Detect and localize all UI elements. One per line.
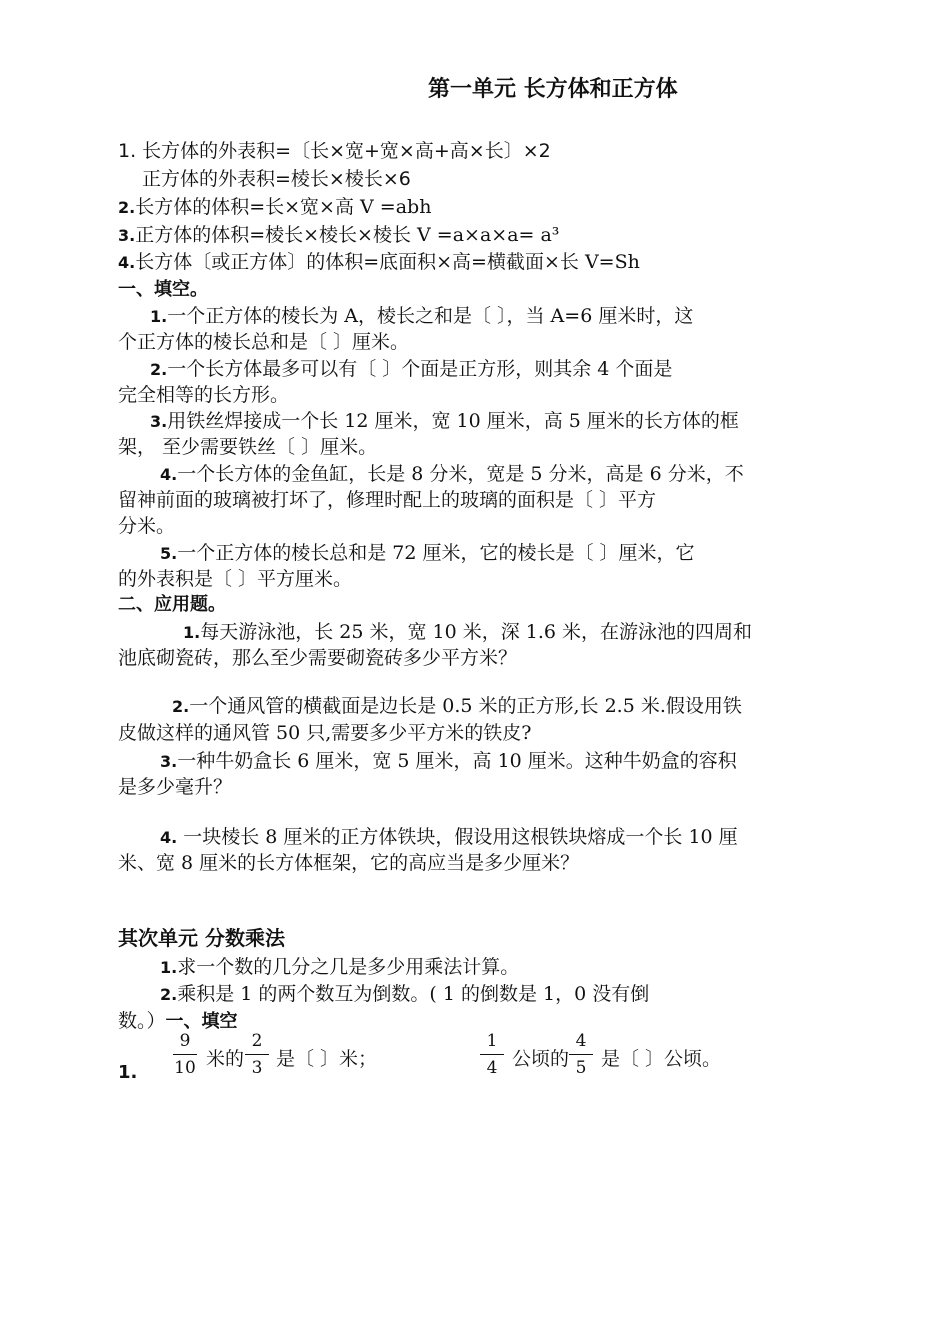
s1-q5-text1: 一个正方体的棱长总和是 72 厘米，它的棱长是〔 〕厘米，它 [177,542,695,564]
s2-q2-text1: 一个通风管的横截面是边长是 0.5 米的正方形,长 2.5 米.假设用铁 [189,695,742,717]
formula-4-num: 4. [118,253,136,272]
s2-q1-num: 1. [183,623,201,642]
fraction-2-3 [245,1030,269,1079]
fraction-denominator: 3 [251,1058,263,1078]
u2-p2-text2: 数。） [118,1010,166,1032]
s1-q4-num: 4. [160,465,178,484]
u2-fill-text4: 是〔 〕公顷。 [601,1048,722,1070]
u2-p2-num: 2. [160,985,178,1004]
s1-q3-num: 3. [150,412,168,431]
formula-4-text: 长方体〔或正方体〕的体积=底面积×高=横截面×长 V=Sh [135,251,640,273]
fraction-bar [480,1054,504,1055]
s1-q5-line1 [160,540,695,567]
s1-q2-num: 2. [150,360,168,379]
formula-4 [118,249,640,276]
s2-q3-line1 [160,748,737,775]
s1-q4-line3: 分米。 [118,515,176,537]
s1-q5-line2: 的外表积是〔 〕平方厘米。 [118,568,353,590]
fraction-denominator: 4 [486,1058,498,1078]
s1-q5-num: 5. [160,544,178,563]
u2-p1 [160,954,519,981]
s2-q1-text1: 每天游泳池，长 25 米，宽 10 米，深 1.6 米，在游泳池的四周和 [200,621,753,643]
formula-3 [118,222,559,249]
s2-q3-text1: 一种牛奶盒长 6 厘米，宽 5 厘米，高 10 厘米。这种牛奶盒的容积 [177,750,737,772]
section1-heading: 一、填空。 [118,279,208,300]
s2-q3-num: 3. [160,752,178,771]
u2-p1-text: 求一个数的几分之几是多少用乘法计算。 [177,956,520,978]
fraction-9-10 [173,1030,197,1079]
u2-p2-text1: 乘积是 1 的两个数互为倒数。( 1 的倒数是 1，0 没有倒 [177,983,650,1005]
formula-2-num: 2. [118,198,136,217]
s1-q2-line1 [150,356,672,383]
u2-p1-num: 1. [160,958,178,977]
fraction-numerator: 2 [251,1031,263,1051]
formula-2 [118,194,431,221]
s1-q1-text1: 一个正方体的棱长为 A，棱长之和是〔 〕，当 A=6 厘米时，这 [167,305,694,327]
fraction-bar [569,1054,593,1055]
fraction-denominator: 10 [174,1058,196,1078]
s2-q2-num: 2. [172,697,190,716]
u2-fill-heading: 一、填空 [165,1011,238,1032]
s1-q4-line1 [160,461,744,488]
formula-2-text: 长方体的体积=长×宽×高 V =abh [135,196,432,218]
fraction-numerator: 4 [575,1031,587,1051]
fraction-numerator: 1 [486,1031,498,1051]
formula-3-text: 正方体的体积=棱长×棱长×棱长 V =a×a×a= a³ [135,224,560,246]
s1-q3-line2: 架， 至少需要铁丝〔 〕厘米。 [118,436,378,458]
s1-q2-text1: 一个长方体最多可以有〔 〕个面是正方形，则其余 4 个面是 [167,358,673,380]
s1-q1-num: 1. [150,307,168,326]
s2-q4-line2: 米、宽 8 厘米的长方体框架，它的高应当是多少厘米？ [118,852,580,874]
u2-fill-num: 1. [118,1062,138,1083]
s2-q3-line2: 是多少毫升？ [118,776,233,798]
fraction-bar [245,1054,269,1055]
fraction-1-4 [480,1030,504,1079]
formula-1: 1. 长方体的外表积=〔长×宽+宽×高+高×长〕×2 [118,140,551,162]
s1-q3-text1: 用铁丝焊接成一个长 12 厘米，宽 10 厘米，高 5 厘米的长方体的框 [167,410,739,432]
s2-q1-line1 [183,619,752,646]
fraction-bar [173,1054,197,1055]
s2-q4-num: 4. [160,828,178,847]
u2-p2-line1 [160,981,649,1008]
s1-q3-line1 [150,408,739,435]
s1-q4-text1: 一个长方体的金鱼缸，长是 8 分米，宽是 5 分米，高是 6 分米，不 [177,463,744,485]
fraction-numerator: 9 [179,1031,191,1051]
unit2-title: 其次单元 分数乘法 [118,926,285,950]
u2-fill-text2: 是〔 〕米； [276,1048,378,1070]
s2-q2-line2: 皮做这样的通风管 50 只,需要多少平方米的铁皮? [118,722,532,744]
s2-q1-line2: 池底砌瓷砖，那么至少需要砌瓷砖多少平方米？ [118,647,518,669]
formula-1b: 正方体的外表积=棱长×棱长×6 [142,168,411,190]
fraction-denominator: 5 [575,1058,587,1078]
s2-q4-text1: 一块棱长 8 厘米的正方体铁块，假设用这根铁块熔成一个长 10 厘 [177,826,738,848]
u2-fill-text1: 米的 [206,1048,245,1070]
u2-fill-text3: 公顷的 [512,1048,570,1070]
s1-q1-line1 [150,303,693,330]
s1-q4-line2: 留神前面的玻璃被打坏了，修理时配上的玻璃的面积是〔 〕平方 [118,489,657,511]
s2-q4-line1 [160,824,738,851]
s1-q1-line2: 个正方体的棱长总和是〔 〕厘米。 [118,331,410,353]
formula-3-num: 3. [118,226,136,245]
s1-q2-line2: 完全相等的长方形。 [118,384,290,406]
section2-heading: 二、应用题。 [118,594,226,615]
s2-q2-line1 [172,693,742,720]
unit1-title: 第一单元 长方体和正方体 [428,76,678,102]
fraction-4-5 [569,1030,593,1079]
